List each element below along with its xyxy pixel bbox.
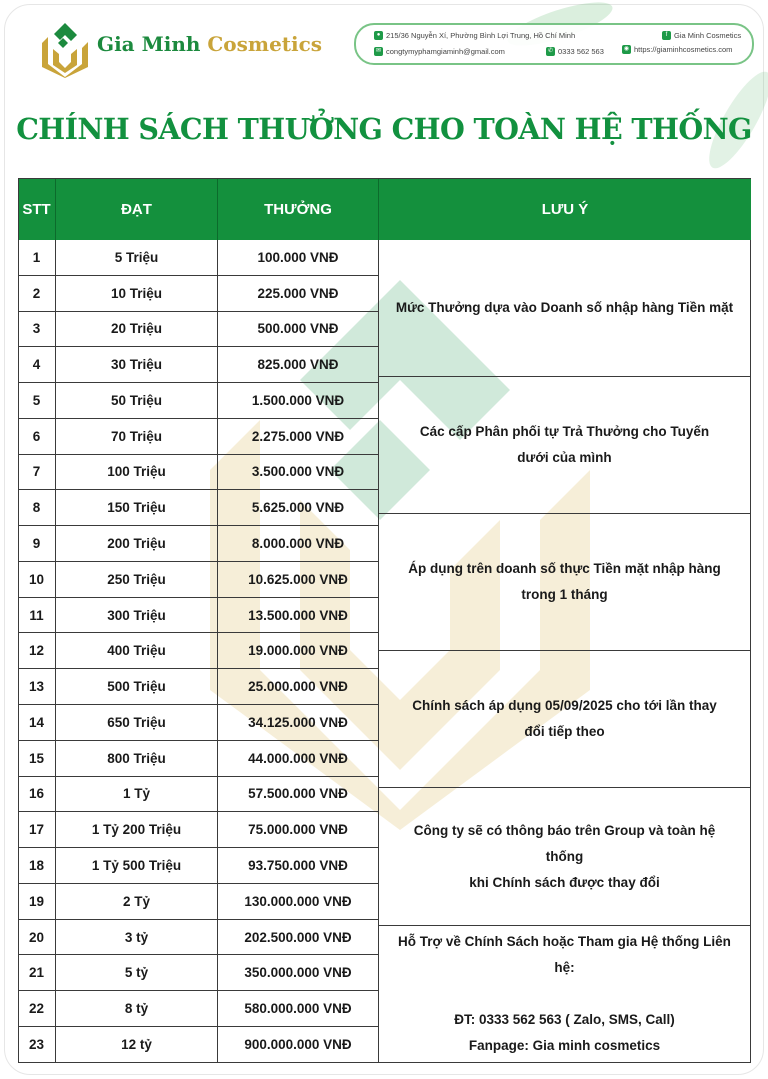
- phone-icon: ✆: [547, 48, 554, 54]
- table-cell-dat: 8 tỷ: [56, 991, 218, 1027]
- table-cell-dat: 5 tỷ: [56, 955, 218, 991]
- table-cell-thuong: 75.000.000 VNĐ: [218, 812, 379, 848]
- table-cell-thuong: 44.000.000 VNĐ: [218, 741, 379, 777]
- note-cell: [379, 377, 751, 514]
- table-cell-stt: 15: [18, 741, 56, 777]
- table-cell-dat: 100 Triệu: [56, 455, 218, 491]
- table-cell-thuong: 825.000 VNĐ: [218, 347, 379, 383]
- table-cell-dat: 650 Triệu: [56, 705, 218, 741]
- table-cell-dat: 12 tỷ: [56, 1027, 218, 1063]
- table-cell-stt: 4: [18, 347, 56, 383]
- note-line: Mức Thưởng dựa vào Doanh số nhập hàng Tiền mặt: [395, 300, 734, 316]
- header-dat: ĐẠT: [56, 178, 218, 240]
- phone-text: 0333 562 563: [558, 47, 604, 56]
- table-cell-thuong: 100.000 VNĐ: [218, 240, 379, 276]
- table-cell-stt: 16: [18, 777, 56, 813]
- table-cell-thuong: 57.500.000 VNĐ: [218, 777, 379, 813]
- table-cell-dat: 50 Triệu: [56, 383, 218, 419]
- brand-name-part1: Gia Minh: [97, 32, 201, 56]
- contact-facebook[interactable]: [662, 31, 741, 40]
- table-cell-stt: 10: [18, 562, 56, 598]
- table-cell-stt: 3: [18, 312, 56, 348]
- table-cell-thuong: 10.625.000 VNĐ: [218, 562, 379, 598]
- brand-logo-icon: [40, 20, 90, 78]
- table-cell-dat: 200 Triệu: [56, 526, 218, 562]
- table-cell-stt: 12: [18, 633, 56, 669]
- table-cell-stt: 23: [18, 1027, 56, 1063]
- table-cell-dat: 1 Tỷ: [56, 777, 218, 813]
- page-title: CHÍNH SÁCH THƯỞNG CHO TOÀN HỆ THỐNG: [16, 112, 752, 146]
- table-cell-thuong: 500.000 VNĐ: [218, 312, 379, 348]
- note-line: Các cấp Phân phối tự Trả Thưởng cho Tuyến: [419, 424, 710, 440]
- address-text: 215/36 Nguyễn Xí, Phường Bình Lợi Trung, Hồ Chí Minh: [386, 31, 576, 40]
- table-cell-thuong: 34.125.000 VNĐ: [218, 705, 379, 741]
- table-cell-thuong: 25.000.000 VNĐ: [218, 669, 379, 705]
- table-cell-thuong: 5.625.000 VNĐ: [218, 490, 379, 526]
- table-cell-dat: 5 Triệu: [56, 240, 218, 276]
- table-cell-stt: 20: [18, 920, 56, 956]
- table-cell-thuong: 3.500.000 VNĐ: [218, 455, 379, 491]
- table-cell-stt: 6: [18, 419, 56, 455]
- note-cell: [379, 651, 751, 788]
- table-cell-thuong: 225.000 VNĐ: [218, 276, 379, 312]
- header-thuong: THƯỞNG: [218, 178, 379, 240]
- table-cell-stt: 7: [18, 455, 56, 491]
- reward-table: [18, 178, 751, 1063]
- note-line: Công ty sẽ có thông báo trên Group và toàn hệ thống: [413, 822, 716, 864]
- brand-name: [97, 32, 322, 56]
- table-cell-stt: 21: [18, 955, 56, 991]
- table-cell-thuong: 93.750.000 VNĐ: [218, 848, 379, 884]
- table-cell-stt: 22: [18, 991, 56, 1027]
- table-cell-dat: 30 Triệu: [56, 347, 218, 383]
- facebook-icon: f: [662, 31, 671, 40]
- table-cell-thuong: 202.500.000 VNĐ: [218, 920, 379, 956]
- table-cell-dat: 400 Triệu: [56, 633, 218, 669]
- table-cell-stt: 5: [18, 383, 56, 419]
- note-cell: [379, 240, 751, 377]
- note-line: Fanpage: Gia minh cosmetics: [468, 1037, 661, 1053]
- table-cell-stt: 14: [18, 705, 56, 741]
- table-cell-dat: 2 Tỷ: [56, 884, 218, 920]
- table-cell-dat: 1 Tỷ 500 Triệu: [56, 848, 218, 884]
- table-cell-thuong: 1.500.000 VNĐ: [218, 383, 379, 419]
- table-cell-stt: 17: [18, 812, 56, 848]
- header-stt: STT: [18, 178, 56, 240]
- table-cell-dat: 70 Triệu: [56, 419, 218, 455]
- table-cell-dat: 3 tỷ: [56, 920, 218, 956]
- note-cell: [379, 788, 751, 925]
- note-line: trong 1 tháng: [521, 587, 608, 603]
- note-line: dưới của mình: [517, 450, 612, 466]
- contact-email[interactable]: [374, 47, 505, 56]
- email-icon: ✉: [375, 48, 382, 54]
- table-cell-stt: 8: [18, 490, 56, 526]
- table-cell-stt: 9: [18, 526, 56, 562]
- table-cell-thuong: 13.500.000 VNĐ: [218, 598, 379, 634]
- note-cell: [379, 514, 751, 651]
- table-cell-thuong: 19.000.000 VNĐ: [218, 633, 379, 669]
- table-cell-thuong: 580.000.000 VNĐ: [218, 991, 379, 1027]
- note-cell: [379, 926, 751, 1063]
- web-icon: ◉: [623, 46, 630, 52]
- email-text: congtymyphamgiaminh@gmail.com: [386, 47, 505, 56]
- table-cell-stt: 2: [18, 276, 56, 312]
- table-cell-stt: 13: [18, 669, 56, 705]
- contact-website[interactable]: [622, 45, 732, 54]
- table-cell-dat: 300 Triệu: [56, 598, 218, 634]
- note-line: khi Chính sách được thay đổi: [469, 874, 660, 890]
- table-cell-dat: 1 Tỷ 200 Triệu: [56, 812, 218, 848]
- contact-address: [374, 31, 575, 40]
- table-cell-dat: 800 Triệu: [56, 741, 218, 777]
- note-line: ĐT: 0333 562 563 ( Zalo, SMS, Call): [454, 1011, 675, 1027]
- website-text: https://giaminhcosmetics.com: [634, 45, 733, 54]
- note-line: Chính sách áp dụng 05/09/2025 cho tới lần thay: [412, 698, 717, 714]
- table-cell-thuong: 900.000.000 VNĐ: [218, 1027, 379, 1063]
- header-luuy: LƯU Ý: [379, 178, 751, 240]
- table-cell-dat: 10 Triệu: [56, 276, 218, 312]
- contact-phone[interactable]: [546, 47, 604, 56]
- table-cell-stt: 18: [18, 848, 56, 884]
- table-cell-thuong: 8.000.000 VNĐ: [218, 526, 379, 562]
- table-cell-dat: 150 Triệu: [56, 490, 218, 526]
- table-cell-dat: 20 Triệu: [56, 312, 218, 348]
- table-cell-thuong: 2.275.000 VNĐ: [218, 419, 379, 455]
- contact-box: [354, 23, 754, 65]
- note-line: Hỗ Trợ về Chính Sách hoặc Tham gia Hệ thống Liên hệ:: [398, 933, 731, 975]
- brand-name-part2: Cosmetics: [207, 32, 323, 56]
- facebook-text: Gia Minh Cosmetics: [674, 31, 742, 40]
- table-cell-stt: 1: [18, 240, 56, 276]
- note-line: đổi tiếp theo: [524, 724, 605, 740]
- location-icon: ●: [374, 31, 383, 40]
- table-cell-dat: 500 Triệu: [56, 669, 218, 705]
- table-cell-stt: 11: [18, 598, 56, 634]
- table-cell-dat: 250 Triệu: [56, 562, 218, 598]
- table-cell-stt: 19: [18, 884, 56, 920]
- table-cell-thuong: 350.000.000 VNĐ: [218, 955, 379, 991]
- note-line: Áp dụng trên doanh số thực Tiền mặt nhập hàng: [408, 561, 721, 577]
- table-cell-thuong: 130.000.000 VNĐ: [218, 884, 379, 920]
